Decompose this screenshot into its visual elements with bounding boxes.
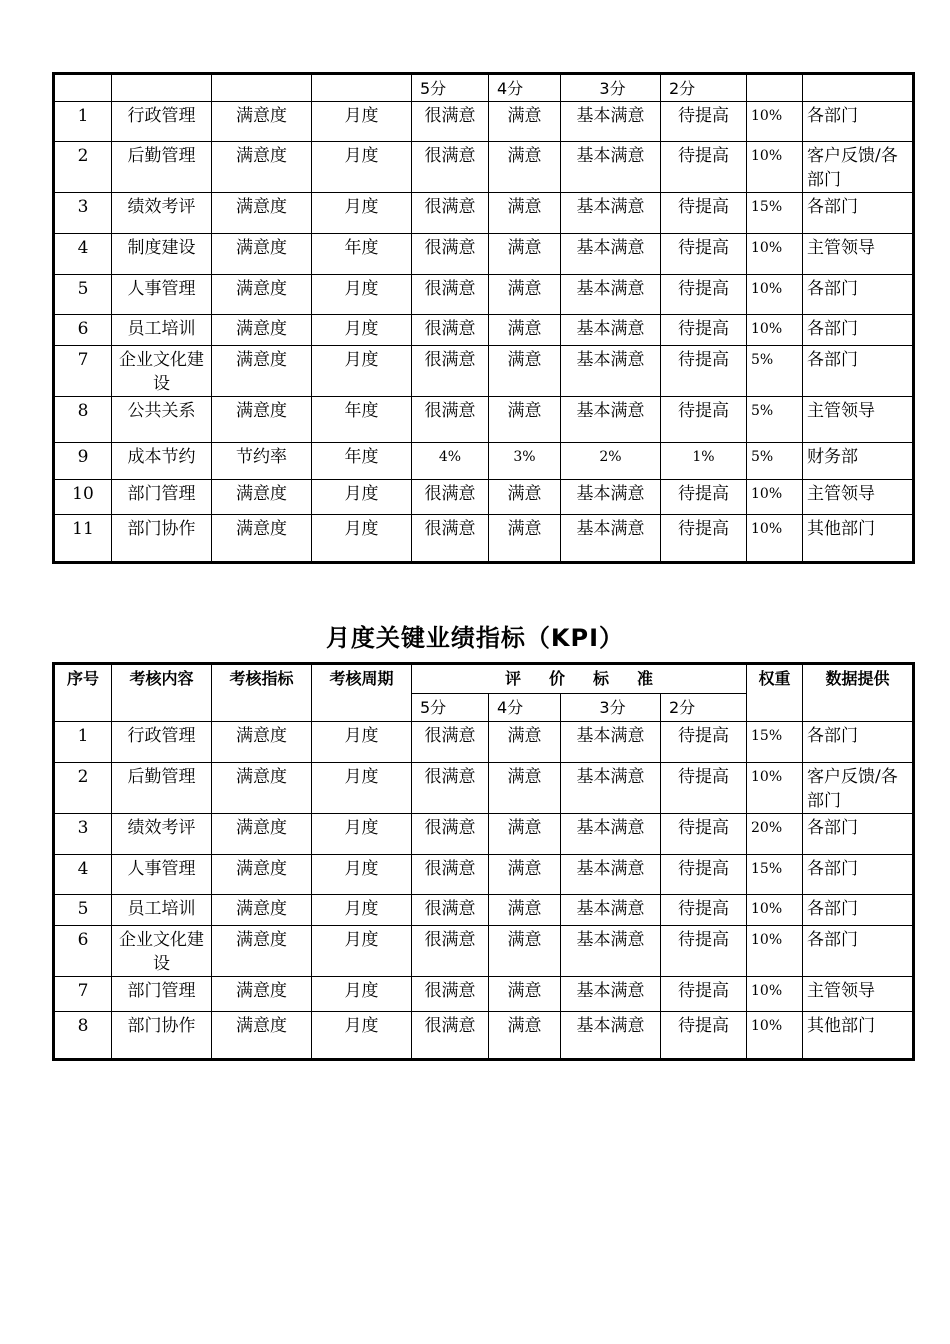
cell-weight: 10% [747, 234, 803, 275]
cell-weight: 10% [747, 142, 803, 193]
header-content: 考核内容 [112, 664, 212, 722]
cell-provider: 财务部 [803, 443, 914, 480]
score-5-label: 5分 [412, 74, 489, 102]
cell-period: 月度 [312, 346, 412, 397]
cell-no: 6 [54, 315, 112, 346]
cell-content: 企业文化建设 [112, 926, 212, 977]
score-4-label: 4分 [489, 74, 561, 102]
cell-s5: 很满意 [412, 814, 489, 855]
cell-s3: 基本满意 [561, 142, 661, 193]
cell-indicator: 满意度 [212, 346, 312, 397]
cell-s3: 基本满意 [561, 275, 661, 315]
cell-indicator: 满意度 [212, 397, 312, 443]
cell-weight: 10% [747, 926, 803, 977]
cell-s4: 满意 [489, 480, 561, 515]
cell-s2: 待提高 [661, 193, 747, 234]
table-row [54, 315, 914, 346]
table-row [54, 275, 914, 315]
table-row [54, 977, 914, 1012]
cell-s3: 基本满意 [561, 397, 661, 443]
cell-provider: 其他部门 [803, 515, 914, 563]
cell-period: 月度 [312, 814, 412, 855]
cell-indicator: 满意度 [212, 722, 312, 763]
cell-no: 2 [54, 763, 112, 814]
cell-weight: 10% [747, 895, 803, 926]
cell-period: 月度 [312, 315, 412, 346]
empty-cell [747, 74, 803, 102]
score-2-label: 2分 [661, 74, 747, 102]
cell-indicator: 满意度 [212, 515, 312, 563]
cell-indicator: 满意度 [212, 814, 312, 855]
cell-s3: 基本满意 [561, 814, 661, 855]
cell-content: 绩效考评 [112, 193, 212, 234]
table-row [54, 346, 914, 397]
cell-s5: 很满意 [412, 193, 489, 234]
cell-no: 8 [54, 1012, 112, 1060]
cell-s5: 很满意 [412, 142, 489, 193]
cell-indicator: 满意度 [212, 142, 312, 193]
cell-weight: 10% [747, 102, 803, 142]
cell-s2: 待提高 [661, 397, 747, 443]
cell-indicator: 满意度 [212, 315, 312, 346]
cell-provider: 各部门 [803, 275, 914, 315]
cell-period: 月度 [312, 763, 412, 814]
cell-s5: 很满意 [412, 977, 489, 1012]
cell-s2: 待提高 [661, 895, 747, 926]
header-criteria-char: 准 [637, 669, 654, 688]
cell-weight: 15% [747, 193, 803, 234]
cell-weight: 15% [747, 855, 803, 895]
cell-provider: 主管领导 [803, 234, 914, 275]
empty-cell [312, 74, 412, 102]
cell-provider: 其他部门 [803, 1012, 914, 1060]
cell-no: 1 [54, 102, 112, 142]
cell-content: 公共关系 [112, 397, 212, 443]
cell-no: 9 [54, 443, 112, 480]
cell-no: 5 [54, 275, 112, 315]
cell-provider: 各部门 [803, 895, 914, 926]
header-criteria-char: 价 [548, 669, 565, 688]
cell-s2: 待提高 [661, 1012, 747, 1060]
table-row [54, 763, 914, 814]
cell-no: 7 [54, 977, 112, 1012]
cell-provider: 主管领导 [803, 397, 914, 443]
cell-content: 部门管理 [112, 977, 212, 1012]
cell-period: 月度 [312, 102, 412, 142]
cell-no: 4 [54, 234, 112, 275]
table-row [54, 193, 914, 234]
cell-s5: 很满意 [412, 480, 489, 515]
cell-provider: 主管领导 [803, 480, 914, 515]
cell-provider: 客户反馈/各部门 [803, 763, 914, 814]
cell-provider: 各部门 [803, 346, 914, 397]
cell-no: 3 [54, 193, 112, 234]
cell-s4: 满意 [489, 814, 561, 855]
cell-s3: 基本满意 [561, 926, 661, 977]
cell-no: 3 [54, 814, 112, 855]
score-header-row [54, 74, 914, 102]
cell-s5: 很满意 [412, 515, 489, 563]
score-2-label: 2分 [661, 694, 747, 722]
cell-s3: 基本满意 [561, 855, 661, 895]
cell-period: 年度 [312, 397, 412, 443]
cell-weight: 10% [747, 275, 803, 315]
cell-s5: 很满意 [412, 346, 489, 397]
cell-indicator: 满意度 [212, 977, 312, 1012]
cell-no: 4 [54, 855, 112, 895]
cell-indicator: 满意度 [212, 763, 312, 814]
cell-s2: 待提高 [661, 102, 747, 142]
kpi-table-title: 月度关键业绩指标（KPI） [325, 624, 625, 652]
cell-s3: 基本满意 [561, 515, 661, 563]
cell-s2: 待提高 [661, 977, 747, 1012]
cell-indicator: 满意度 [212, 234, 312, 275]
cell-period: 月度 [312, 275, 412, 315]
cell-no: 1 [54, 722, 112, 763]
cell-s4: 满意 [489, 397, 561, 443]
cell-period: 月度 [312, 480, 412, 515]
cell-s2: 待提高 [661, 234, 747, 275]
table-row [54, 443, 914, 480]
header-no: 序号 [54, 664, 112, 722]
header-row [54, 664, 914, 694]
cell-no: 8 [54, 397, 112, 443]
cell-content: 部门协作 [112, 1012, 212, 1060]
table-row [54, 480, 914, 515]
cell-s2: 1% [661, 443, 747, 480]
cell-content: 后勤管理 [112, 142, 212, 193]
cell-s2: 待提高 [661, 480, 747, 515]
cell-s2: 待提高 [661, 926, 747, 977]
cell-s3: 基本满意 [561, 346, 661, 397]
cell-s2: 待提高 [661, 763, 747, 814]
cell-s4: 满意 [489, 1012, 561, 1060]
cell-s5: 很满意 [412, 102, 489, 142]
cell-s4: 满意 [489, 895, 561, 926]
cell-s4: 满意 [489, 346, 561, 397]
cell-s3: 2% [561, 443, 661, 480]
cell-s5: 很满意 [412, 234, 489, 275]
cell-no: 11 [54, 515, 112, 563]
cell-s5: 4% [412, 443, 489, 480]
cell-provider: 各部门 [803, 855, 914, 895]
cell-indicator: 满意度 [212, 480, 312, 515]
cell-indicator: 满意度 [212, 193, 312, 234]
table-row [54, 515, 914, 563]
cell-s2: 待提高 [661, 346, 747, 397]
cell-weight: 10% [747, 515, 803, 563]
monthly-kpi-table [52, 662, 915, 1061]
score-5-label: 5分 [412, 694, 489, 722]
cell-s3: 基本满意 [561, 234, 661, 275]
cell-provider: 各部门 [803, 722, 914, 763]
cell-content: 企业文化建设 [112, 346, 212, 397]
cell-s5: 很满意 [412, 855, 489, 895]
cell-provider: 客户反馈/各部门 [803, 142, 914, 193]
cell-period: 月度 [312, 855, 412, 895]
cell-provider: 各部门 [803, 193, 914, 234]
cell-weight: 5% [747, 397, 803, 443]
cell-no: 6 [54, 926, 112, 977]
cell-provider: 各部门 [803, 102, 914, 142]
cell-indicator: 满意度 [212, 275, 312, 315]
cell-weight: 20% [747, 814, 803, 855]
cell-content: 员工培训 [112, 315, 212, 346]
cell-s3: 基本满意 [561, 102, 661, 142]
cell-content: 行政管理 [112, 722, 212, 763]
cell-s4: 满意 [489, 142, 561, 193]
header-criteria [412, 664, 747, 694]
header-weight: 权重 [747, 664, 803, 722]
cell-no: 10 [54, 480, 112, 515]
table-row [54, 234, 914, 275]
cell-s5: 很满意 [412, 722, 489, 763]
cell-weight: 5% [747, 443, 803, 480]
cell-period: 月度 [312, 977, 412, 1012]
cell-provider: 主管领导 [803, 977, 914, 1012]
cell-s4: 3% [489, 443, 561, 480]
cell-provider: 各部门 [803, 814, 914, 855]
cell-s2: 待提高 [661, 855, 747, 895]
cell-content: 员工培训 [112, 895, 212, 926]
cell-period: 年度 [312, 443, 412, 480]
header-period: 考核周期 [312, 664, 412, 722]
cell-s3: 基本满意 [561, 763, 661, 814]
cell-indicator: 满意度 [212, 926, 312, 977]
table-row [54, 722, 914, 763]
cell-s4: 满意 [489, 977, 561, 1012]
cell-s3: 基本满意 [561, 722, 661, 763]
empty-cell [803, 74, 914, 102]
cell-weight: 10% [747, 480, 803, 515]
cell-s5: 很满意 [412, 397, 489, 443]
table-body [54, 664, 914, 1060]
cell-no: 7 [54, 346, 112, 397]
cell-period: 月度 [312, 722, 412, 763]
table-row [54, 814, 914, 855]
cell-no: 5 [54, 895, 112, 926]
cell-s3: 基本满意 [561, 977, 661, 1012]
cell-content: 人事管理 [112, 855, 212, 895]
cell-s2: 待提高 [661, 275, 747, 315]
cell-period: 月度 [312, 1012, 412, 1060]
cell-provider: 各部门 [803, 926, 914, 977]
cell-s5: 很满意 [412, 895, 489, 926]
cell-s5: 很满意 [412, 763, 489, 814]
cell-s4: 满意 [489, 763, 561, 814]
score-3-label: 3分 [561, 694, 661, 722]
table-row [54, 142, 914, 193]
cell-period: 月度 [312, 926, 412, 977]
cell-s4: 满意 [489, 515, 561, 563]
cell-s4: 满意 [489, 275, 561, 315]
cell-indicator: 满意度 [212, 102, 312, 142]
table-row [54, 102, 914, 142]
cell-s4: 满意 [489, 234, 561, 275]
header-criteria-char: 标 [593, 669, 610, 688]
cell-s2: 待提高 [661, 515, 747, 563]
header-indicator: 考核指标 [212, 664, 312, 722]
cell-s4: 满意 [489, 102, 561, 142]
cell-weight: 10% [747, 977, 803, 1012]
cell-indicator: 满意度 [212, 895, 312, 926]
cell-content: 成本节约 [112, 443, 212, 480]
cell-indicator: 节约率 [212, 443, 312, 480]
cell-s3: 基本满意 [561, 193, 661, 234]
score-4-label: 4分 [489, 694, 561, 722]
cell-s3: 基本满意 [561, 480, 661, 515]
score-3-label: 3分 [561, 74, 661, 102]
cell-weight: 10% [747, 315, 803, 346]
table-body [54, 74, 914, 563]
cell-weight: 10% [747, 763, 803, 814]
cell-period: 月度 [312, 142, 412, 193]
table-row [54, 397, 914, 443]
cell-content: 部门协作 [112, 515, 212, 563]
cell-period: 年度 [312, 234, 412, 275]
cell-s2: 待提高 [661, 315, 747, 346]
cell-content: 部门管理 [112, 480, 212, 515]
cell-s5: 很满意 [412, 275, 489, 315]
cell-content: 后勤管理 [112, 763, 212, 814]
table-row [54, 1012, 914, 1060]
cell-weight: 5% [747, 346, 803, 397]
header-provider: 数据提供 [803, 664, 914, 722]
table-row [54, 926, 914, 977]
header-criteria-char: 评 [504, 669, 521, 688]
empty-cell [54, 74, 112, 102]
cell-s3: 基本满意 [561, 895, 661, 926]
cell-s2: 待提高 [661, 814, 747, 855]
cell-weight: 15% [747, 722, 803, 763]
cell-content: 行政管理 [112, 102, 212, 142]
cell-s5: 很满意 [412, 1012, 489, 1060]
cell-s4: 满意 [489, 193, 561, 234]
cell-period: 月度 [312, 515, 412, 563]
empty-cell [112, 74, 212, 102]
cell-s3: 基本满意 [561, 315, 661, 346]
table-row [54, 895, 914, 926]
cell-s2: 待提高 [661, 722, 747, 763]
cell-provider: 各部门 [803, 315, 914, 346]
cell-s4: 满意 [489, 722, 561, 763]
cell-s5: 很满意 [412, 926, 489, 977]
cell-weight: 10% [747, 1012, 803, 1060]
cell-content: 绩效考评 [112, 814, 212, 855]
cell-indicator: 满意度 [212, 855, 312, 895]
cell-s4: 满意 [489, 855, 561, 895]
kpi-table-continued [52, 72, 915, 564]
cell-period: 月度 [312, 193, 412, 234]
cell-content: 制度建设 [112, 234, 212, 275]
cell-s2: 待提高 [661, 142, 747, 193]
table-row [54, 855, 914, 895]
cell-no: 2 [54, 142, 112, 193]
cell-s4: 满意 [489, 926, 561, 977]
cell-period: 月度 [312, 895, 412, 926]
empty-cell [212, 74, 312, 102]
cell-s4: 满意 [489, 315, 561, 346]
cell-s3: 基本满意 [561, 1012, 661, 1060]
cell-s5: 很满意 [412, 315, 489, 346]
cell-indicator: 满意度 [212, 1012, 312, 1060]
cell-content: 人事管理 [112, 275, 212, 315]
